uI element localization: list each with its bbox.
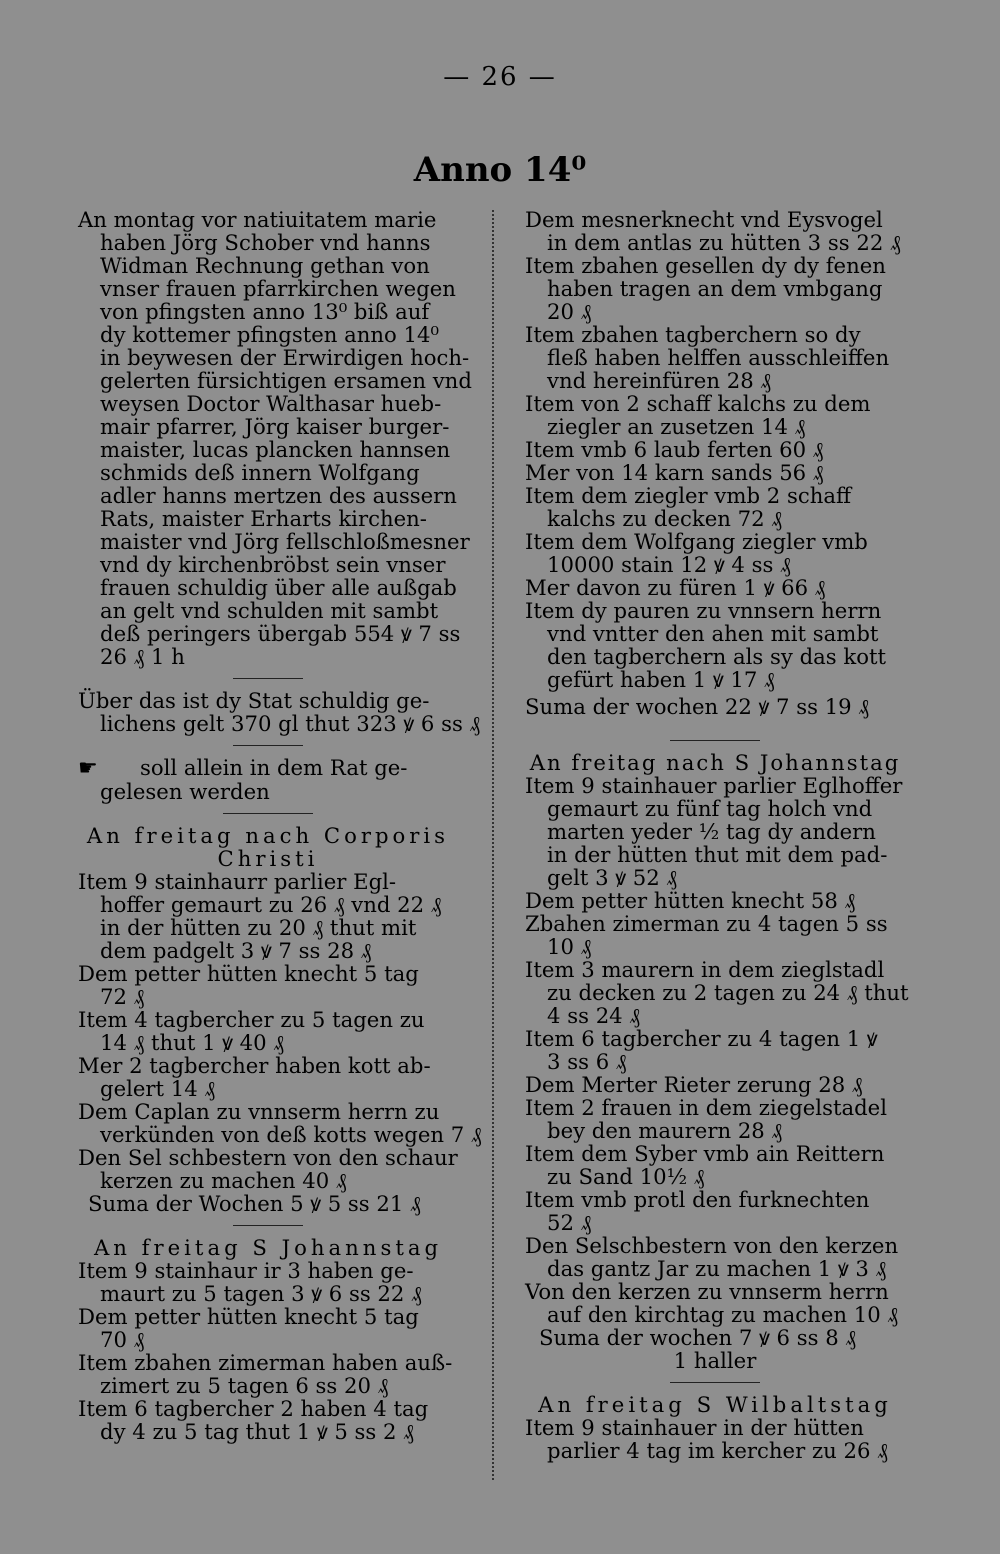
note-paragraph xyxy=(78,756,458,803)
ueber-line: lichens gelt 370 gl thut 323 ꝟ 6 ss ₰ xyxy=(100,711,481,736)
ledger-entry xyxy=(525,1027,905,1073)
entry-line: Dem petter hütten knecht 5 tag xyxy=(78,961,419,986)
intro-line: in beywesen der Erwirdigen hoch- xyxy=(100,345,470,370)
intro-line: vnser frauen pfarrkirchen wegen xyxy=(100,276,456,301)
entry-line: fleß haben helffen ausschleiffen xyxy=(547,345,890,370)
section-rule xyxy=(670,1382,760,1383)
entry-line: auf den kirchtag zu machen 10 ₰ xyxy=(547,1302,899,1327)
ledger-entry xyxy=(78,1351,458,1397)
entry-line: in der hütten thut mit dem pad- xyxy=(547,842,888,867)
intro-line: vnd dy kirchenbröbst sein vnser xyxy=(100,552,446,577)
entry-line: kerzen zu machen 40 ₰ xyxy=(100,1168,347,1193)
ledger-entry xyxy=(78,962,458,1008)
entry-line: Den Selschbestern von den kerzen xyxy=(525,1233,899,1258)
pointing-hand-icon: ☛ xyxy=(78,756,98,781)
entry-line: Item vmb protl den furknechten xyxy=(525,1187,870,1212)
ledger-entry xyxy=(525,1073,905,1096)
intro-line: maister, lucas plancken hannsen xyxy=(100,437,451,462)
ledger-entry xyxy=(525,774,905,889)
entry-line: Item 9 stainhaurr parlier Egl- xyxy=(78,869,397,894)
section-heading: Christi xyxy=(217,846,319,871)
ledger-entry xyxy=(78,1054,458,1100)
entry-line: Mer von 14 karn sands 56 ₰ xyxy=(525,460,824,485)
entry-line: in dem antlas zu hütten 3 ss 22 ₰ xyxy=(547,230,901,255)
ledger-entry xyxy=(525,1234,905,1280)
entry-line: Item dem Syber vmb ain Reittern xyxy=(525,1141,885,1166)
entry-line: Item von 2 schaff kalchs zu dem xyxy=(525,391,871,416)
entry-line: Item dem Wolfgang ziegler vmb xyxy=(525,529,868,554)
entry-line: 70 ₰ xyxy=(100,1327,145,1352)
intro-line: haben Jörg Schober vnd hanns xyxy=(100,230,431,255)
entry-line: zimert zu 5 tagen 6 ss 20 ₰ xyxy=(100,1373,389,1398)
ledger-entry xyxy=(525,530,905,576)
ledger-entry xyxy=(525,576,905,599)
ledger-entry xyxy=(525,254,905,323)
entry-line: 3 ss 6 ₰ xyxy=(547,1049,627,1074)
entry-line: Von den kerzen zu vnnserm herrn xyxy=(525,1279,889,1304)
intro-line: gelerten fürsichtigen ersamen vnd xyxy=(100,368,472,393)
ledger-entry xyxy=(525,1142,905,1188)
entry-line: den tagberchern als sy das kott xyxy=(547,644,886,669)
ledger-entry xyxy=(525,1096,905,1142)
section-rule xyxy=(233,745,303,746)
entry-line: Item 9 stainhauer parlier Eglhoffer xyxy=(525,773,903,798)
ledger-entry xyxy=(525,599,905,691)
entry-line: zu decken zu 2 tagen zu 24 ₰ thut xyxy=(547,980,909,1005)
ledger-entry xyxy=(525,323,905,392)
ledger-entry xyxy=(78,1099,482,1147)
entry-line: Item zbahen tagberchern so dy xyxy=(525,322,861,347)
ledger-entry xyxy=(525,1188,905,1234)
entry-line: Dem petter hütten knecht 5 tag xyxy=(78,1304,419,1329)
ledger-entry xyxy=(525,438,905,461)
section-rule xyxy=(233,678,303,679)
entry-line: Item 6 tagbercher zu 4 tagen 1 ꝟ xyxy=(525,1026,878,1051)
entry-line: Item 4 tagbercher zu 5 tagen zu xyxy=(78,1007,425,1032)
entry-line: hoffer gemaurt zu 26 ₰ vnd 22 ₰ xyxy=(100,892,442,917)
ueber-line: Über das ist dy Stat schuldig ge- xyxy=(78,688,430,713)
intro-line: mair pfarrer, Jörg kaiser burger- xyxy=(100,414,450,439)
ledger-entry xyxy=(525,912,905,958)
entry-line: Item 9 stainhauer in der hütten xyxy=(525,1415,864,1440)
entry-line: Dem Merter Rieter zerung 28 ₰ xyxy=(525,1072,863,1097)
weekly-total: Suma der wochen 22 ꝟ 7 ss 19 ₰ xyxy=(525,694,869,719)
entry-line: Dem petter hütten knecht 58 ₰ xyxy=(525,888,856,913)
note-line: soll allein in dem Rat ge- xyxy=(140,755,408,780)
intro-line: an gelt vnd schulden mit sambt xyxy=(100,598,439,623)
entry-line: zu Sand 10½ ₰ xyxy=(547,1164,705,1189)
note-line: gelesen werden xyxy=(100,779,270,804)
ledger-entry xyxy=(525,392,905,438)
ledger-entry xyxy=(78,1008,458,1054)
ledger-entry xyxy=(525,1280,905,1326)
entry-line: Dem Caplan zu vnnserm herrn zu xyxy=(78,1099,440,1124)
section-rule xyxy=(670,740,760,741)
ledger-entry xyxy=(525,1416,905,1462)
entry-line: Mer 2 tagbercher haben kott ab- xyxy=(78,1053,431,1078)
entry-line: in der hütten zu 20 ₰ thut mit xyxy=(100,915,417,940)
entry-line: Item 6 tagbercher 2 haben 4 tag xyxy=(78,1396,429,1421)
intro-line: von pfingsten anno 13⁰ biß auf xyxy=(100,299,430,324)
ledger-entry xyxy=(525,957,909,1028)
entry-line: 10 ₰ xyxy=(547,934,592,959)
entry-line: dem padgelt 3 ꝟ 7 ss 28 ₰ xyxy=(100,938,372,963)
intro-line: dy kottemer pfingsten anno 14⁰ xyxy=(100,322,439,347)
entry-line: 4 ss 24 ₰ xyxy=(547,1003,640,1028)
entry-line: Item vmb 6 laub ferten 60 ₰ xyxy=(525,437,824,462)
entry-line: Item 9 stainhaur ir 3 haben ge- xyxy=(78,1258,414,1283)
ueber-paragraph xyxy=(78,688,481,736)
weekly-total-note: 1 haller xyxy=(673,1348,757,1373)
entry-line: maurt zu 5 tagen 3 ꝟ 6 ss 22 ₰ xyxy=(100,1281,422,1306)
page-heading: Anno 14⁰ xyxy=(413,150,587,190)
entry-line: Den Sel schbestern von den schaur xyxy=(78,1145,458,1170)
intro-line: frauen schuldig über alle außgab xyxy=(100,575,457,600)
ledger-entry xyxy=(78,870,458,962)
intro-line: schmids deß innern Wolfgang xyxy=(100,460,420,485)
intro-paragraph xyxy=(78,207,472,669)
entry-line: kalchs zu decken 72 ₰ xyxy=(547,506,782,531)
intro-line: Widman Rechnung gethan von xyxy=(100,253,430,278)
entry-line: 14 ₰ thut 1 ꝟ 40 ₰ xyxy=(100,1030,284,1055)
ledger-entry xyxy=(525,208,905,254)
intro-line: Rats, maister Erharts kirchen- xyxy=(100,506,427,531)
entry-line: 10000 stain 12 ꝟ 4 ss ₰ xyxy=(547,552,791,577)
entry-line: dy 4 zu 5 tag thut 1 ꝟ 5 ss 2 ₰ xyxy=(100,1419,414,1444)
intro-line: weysen Doctor Walthasar hueb- xyxy=(100,391,442,416)
entry-line: 52 ₰ xyxy=(547,1210,592,1235)
section-heading: An freitag S Wilbaltstag xyxy=(538,1392,892,1417)
ledger-entry xyxy=(525,461,905,484)
column-divider xyxy=(492,210,494,1480)
entry-line: Dem mesnerknecht vnd Eysvogel xyxy=(525,207,883,232)
entry-line: verkünden von deß kotts wegen 7 ₰ xyxy=(100,1122,482,1147)
entry-line: Item zbahen gesellen dy dy fenen xyxy=(525,253,886,278)
page-number: — 26 — xyxy=(443,62,557,92)
entry-line: Item 2 frauen in dem ziegelstadel xyxy=(525,1095,887,1120)
entry-line: Item 3 maurern in dem zieglstadl xyxy=(525,957,885,982)
entry-line: gemaurt zu fünf tag holch vnd xyxy=(547,796,873,821)
entry-line: vnd vntter den ahen mit sambt xyxy=(547,621,879,646)
entry-line: gelert 14 ₰ xyxy=(100,1076,216,1101)
intro-line: 26 ₰ 1 h xyxy=(100,644,185,669)
entry-line: Item dy pauren zu vnnsern herrn xyxy=(525,598,882,623)
entry-line: 20 ₰ xyxy=(547,299,592,324)
entry-line: parlier 4 tag im kercher zu 26 ₰ xyxy=(547,1438,888,1463)
ledger-entry xyxy=(78,1146,458,1192)
ledger-entry xyxy=(78,1305,458,1351)
entry-line: marten yeder ½ tag dy andern xyxy=(547,819,876,844)
entry-line: haben tragen an dem vmbgang xyxy=(547,276,883,301)
ledger-entry xyxy=(525,484,905,530)
intro-line: deß peringers übergab 554 ꝟ 7 ss xyxy=(100,621,461,646)
entry-line: Item dem ziegler vmb 2 schaff xyxy=(525,483,852,508)
section-rule xyxy=(223,813,313,814)
weekly-total: Suma der wochen 7 ꝟ 6 ss 8 ₰ xyxy=(539,1325,857,1350)
intro-line: adler hanns mertzen des aussern xyxy=(100,483,457,508)
entry-line: vnd hereinfüren 28 ₰ xyxy=(547,368,772,393)
intro-line: An montag vor natiuitatem marie xyxy=(78,207,437,232)
section-heading: An freitag nach Corporis xyxy=(86,823,450,848)
right-column xyxy=(525,207,909,1463)
entry-line: 72 ₰ xyxy=(100,984,145,1009)
entry-line: Mer davon zu füren 1 ꝟ 66 ₰ xyxy=(525,575,826,600)
ledger-entry xyxy=(78,1259,458,1305)
section-heading: An freitag S Johannstag xyxy=(93,1235,443,1260)
ledger-entry xyxy=(78,1397,458,1443)
entry-line: das gantz Jar zu machen 1 ꝟ 3 ₰ xyxy=(547,1256,887,1281)
section-rule xyxy=(233,1225,303,1226)
entry-line: bey den maurern 28 ₰ xyxy=(547,1118,783,1143)
entry-line: ziegler an zusetzen 14 ₰ xyxy=(547,414,806,439)
section-heading: An freitag nach S Johannstag xyxy=(529,750,901,775)
weekly-total: Suma der Wochen 5 ꝟ 5 ss 21 ₰ xyxy=(88,1191,421,1216)
entry-line: Zbahen zimerman zu 4 tagen 5 ss xyxy=(525,911,888,936)
intro-line: maister vnd Jörg fellschloßmesner xyxy=(100,529,470,554)
entry-line: gefürt haben 1 ꝟ 17 ₰ xyxy=(547,667,775,692)
entry-line: gelt 3 ꝟ 52 ₰ xyxy=(547,865,678,890)
entry-line: Item zbahen zimerman haben auß- xyxy=(78,1350,453,1375)
ledger-entry xyxy=(525,889,905,912)
left-column xyxy=(78,207,482,1444)
